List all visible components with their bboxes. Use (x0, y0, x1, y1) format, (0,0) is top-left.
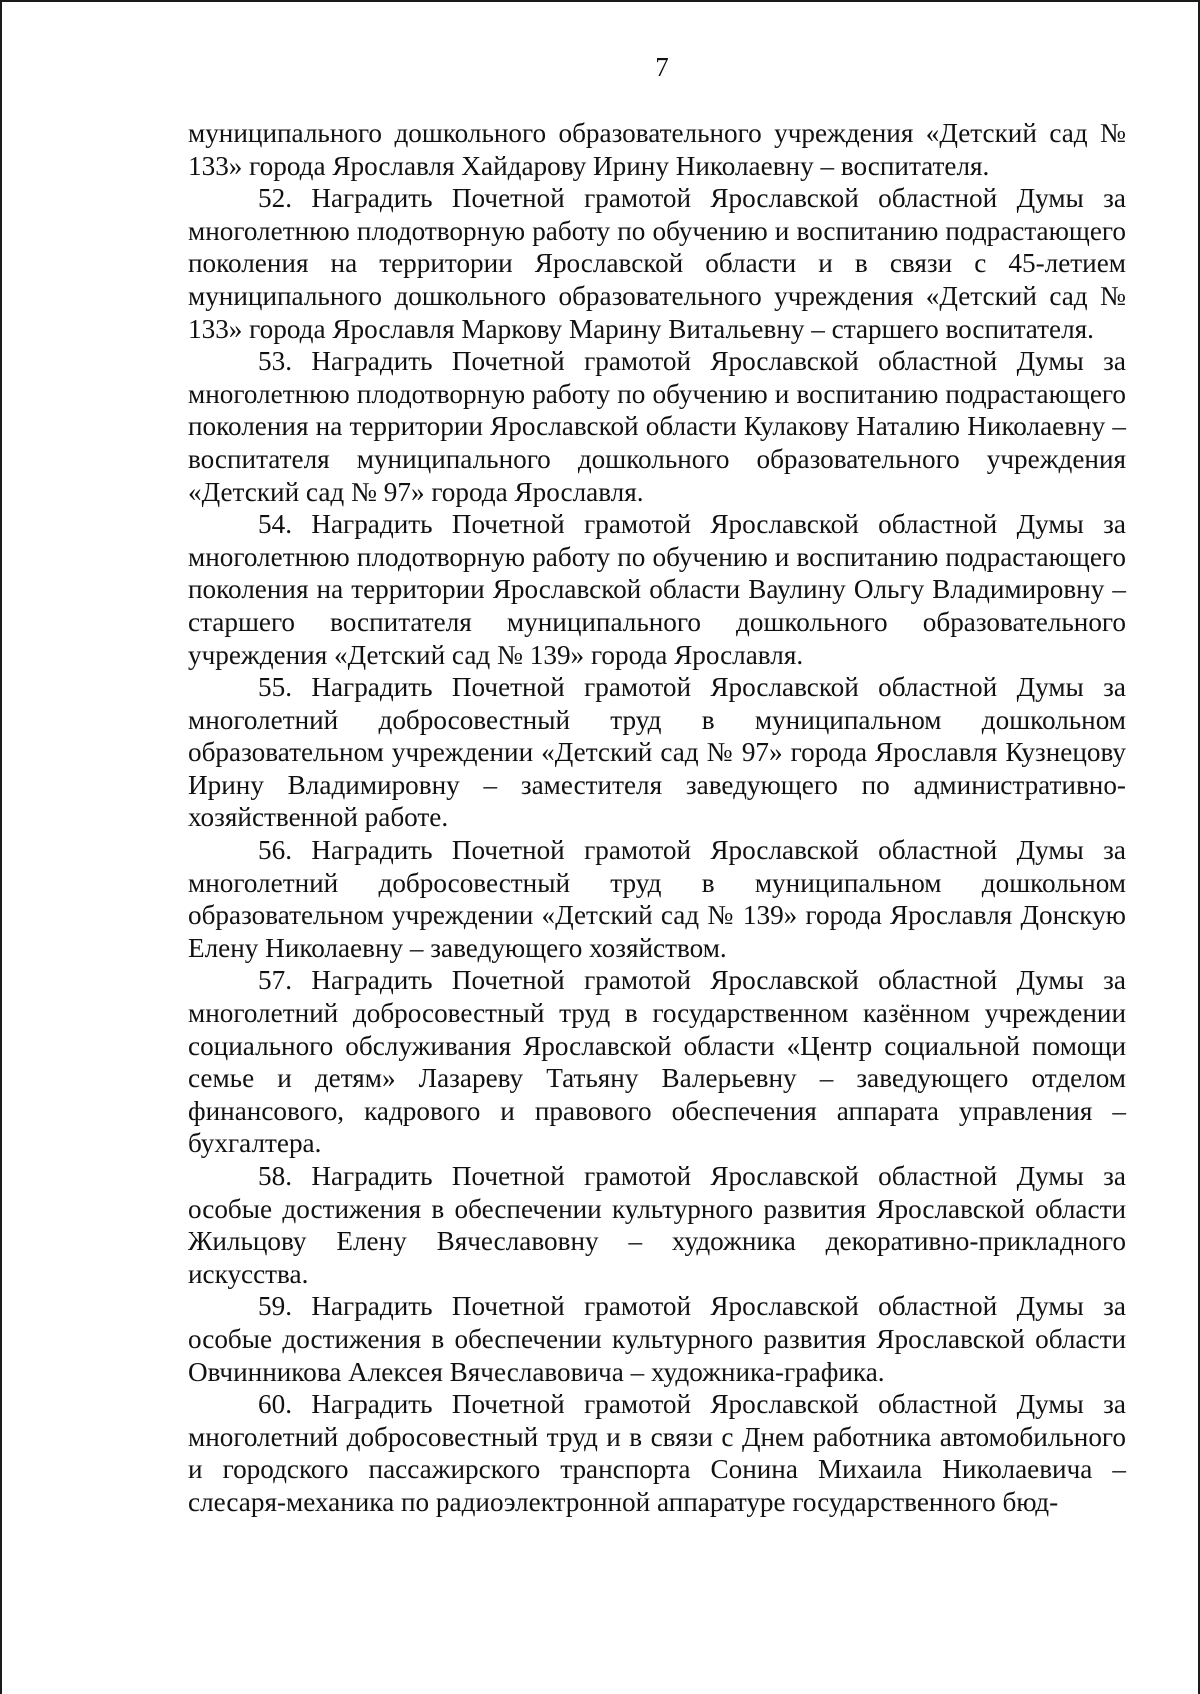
paragraph-item-60: 60. Наградить Почетной грамотой Ярославской областной Думы за многолетний добросовестный труд и в связи с Днем работника автомобильного и городского пассажирского транспорта Сонина Михаила Николаевича – слесаря-механика по радиоэлектронной аппаратуре государственного бюд- (188, 1389, 1126, 1517)
paragraph-item-55: 55. Наградить Почетной грамотой Ярославской областной Думы за многолетний добросовестный труд в муниципальном дошкольном образовательном учреждении «Детский сад № 97» города Ярославля Кузнецову Ирину Владимировну – заместителя заведующего по административно-хозяйственной работе. (188, 672, 1126, 833)
document-body (188, 117, 1126, 1519)
paragraph-item-57: 57. Наградить Почетной грамотой Ярославской областной Думы за многолетний добросовестный труд в государственном казённом учреждении социального обслуживания Ярославской области «Центр социальной помощи семье и детям» Лазареву Татьяну Валерьевну – заведующего отделом финансового, кадрового и правового обеспечения аппарата управления – бухгалтера. (188, 965, 1126, 1159)
page-number: 7 (655, 52, 669, 82)
paragraph-item-52: 52. Наградить Почетной грамотой Ярославской областной Думы за многолетнюю плодотворную работу по обучению и воспитанию подрастающего поколения на территории Ярославской области и в связи с 45-летием муниципального дошкольного образовательного учреждения «Детский сад № 133» города Ярославля Маркову Марину Витальевну – старшего воспитателя. (188, 183, 1126, 344)
paragraph-item-54: 54. Наградить Почетной грамотой Ярославской областной Думы за многолетнюю плодотворную работу по обучению и воспитанию подрастающего поколения на территории Ярославской области Ваулину Ольгу Владимировну – старшего воспитателя муниципального дошкольного образовательного учреждения «Детский сад № 139» города Ярославля. (188, 509, 1126, 670)
paragraph-item-53: 53. Наградить Почетной грамотой Ярославской областной Думы за многолетнюю плодотворную работу по обучению и воспитанию подрастающего поколения на территории Ярославской области Кулакову Наталию Николаевну – воспитателя муниципального дошкольного образовательного учреждения «Детский сад № 97» города Ярославля. (188, 346, 1126, 507)
paragraph-item-59: 59. Наградить Почетной грамотой Ярославской областной Думы за особые достижения в обеспечении культурного развития Ярославской области Овчинникова Алексея Вячеславовича – художника-графика. (188, 1291, 1126, 1387)
paragraph-item-56: 56. Наградить Почетной грамотой Ярославской областной Думы за многолетний добросовестный труд в муниципальном дошкольном образовательном учреждении «Детский сад № 139» города Ярославля Донскую Елену Николаевну – заведующего хозяйством. (188, 835, 1126, 963)
paragraph-item-58: 58. Наградить Почетной грамотой Ярославской областной Думы за особые достижения в обеспечении культурного развития Ярославской области Жильцову Елену Вячеславовну – художника декоративно-прикладного искусства. (188, 1161, 1126, 1289)
paragraph-continuation: муниципального дошкольного образовательного учреждения «Детский сад № 133» города Ярославля Хайдарову Ирину Николаевну – воспитателя. (188, 118, 1126, 181)
